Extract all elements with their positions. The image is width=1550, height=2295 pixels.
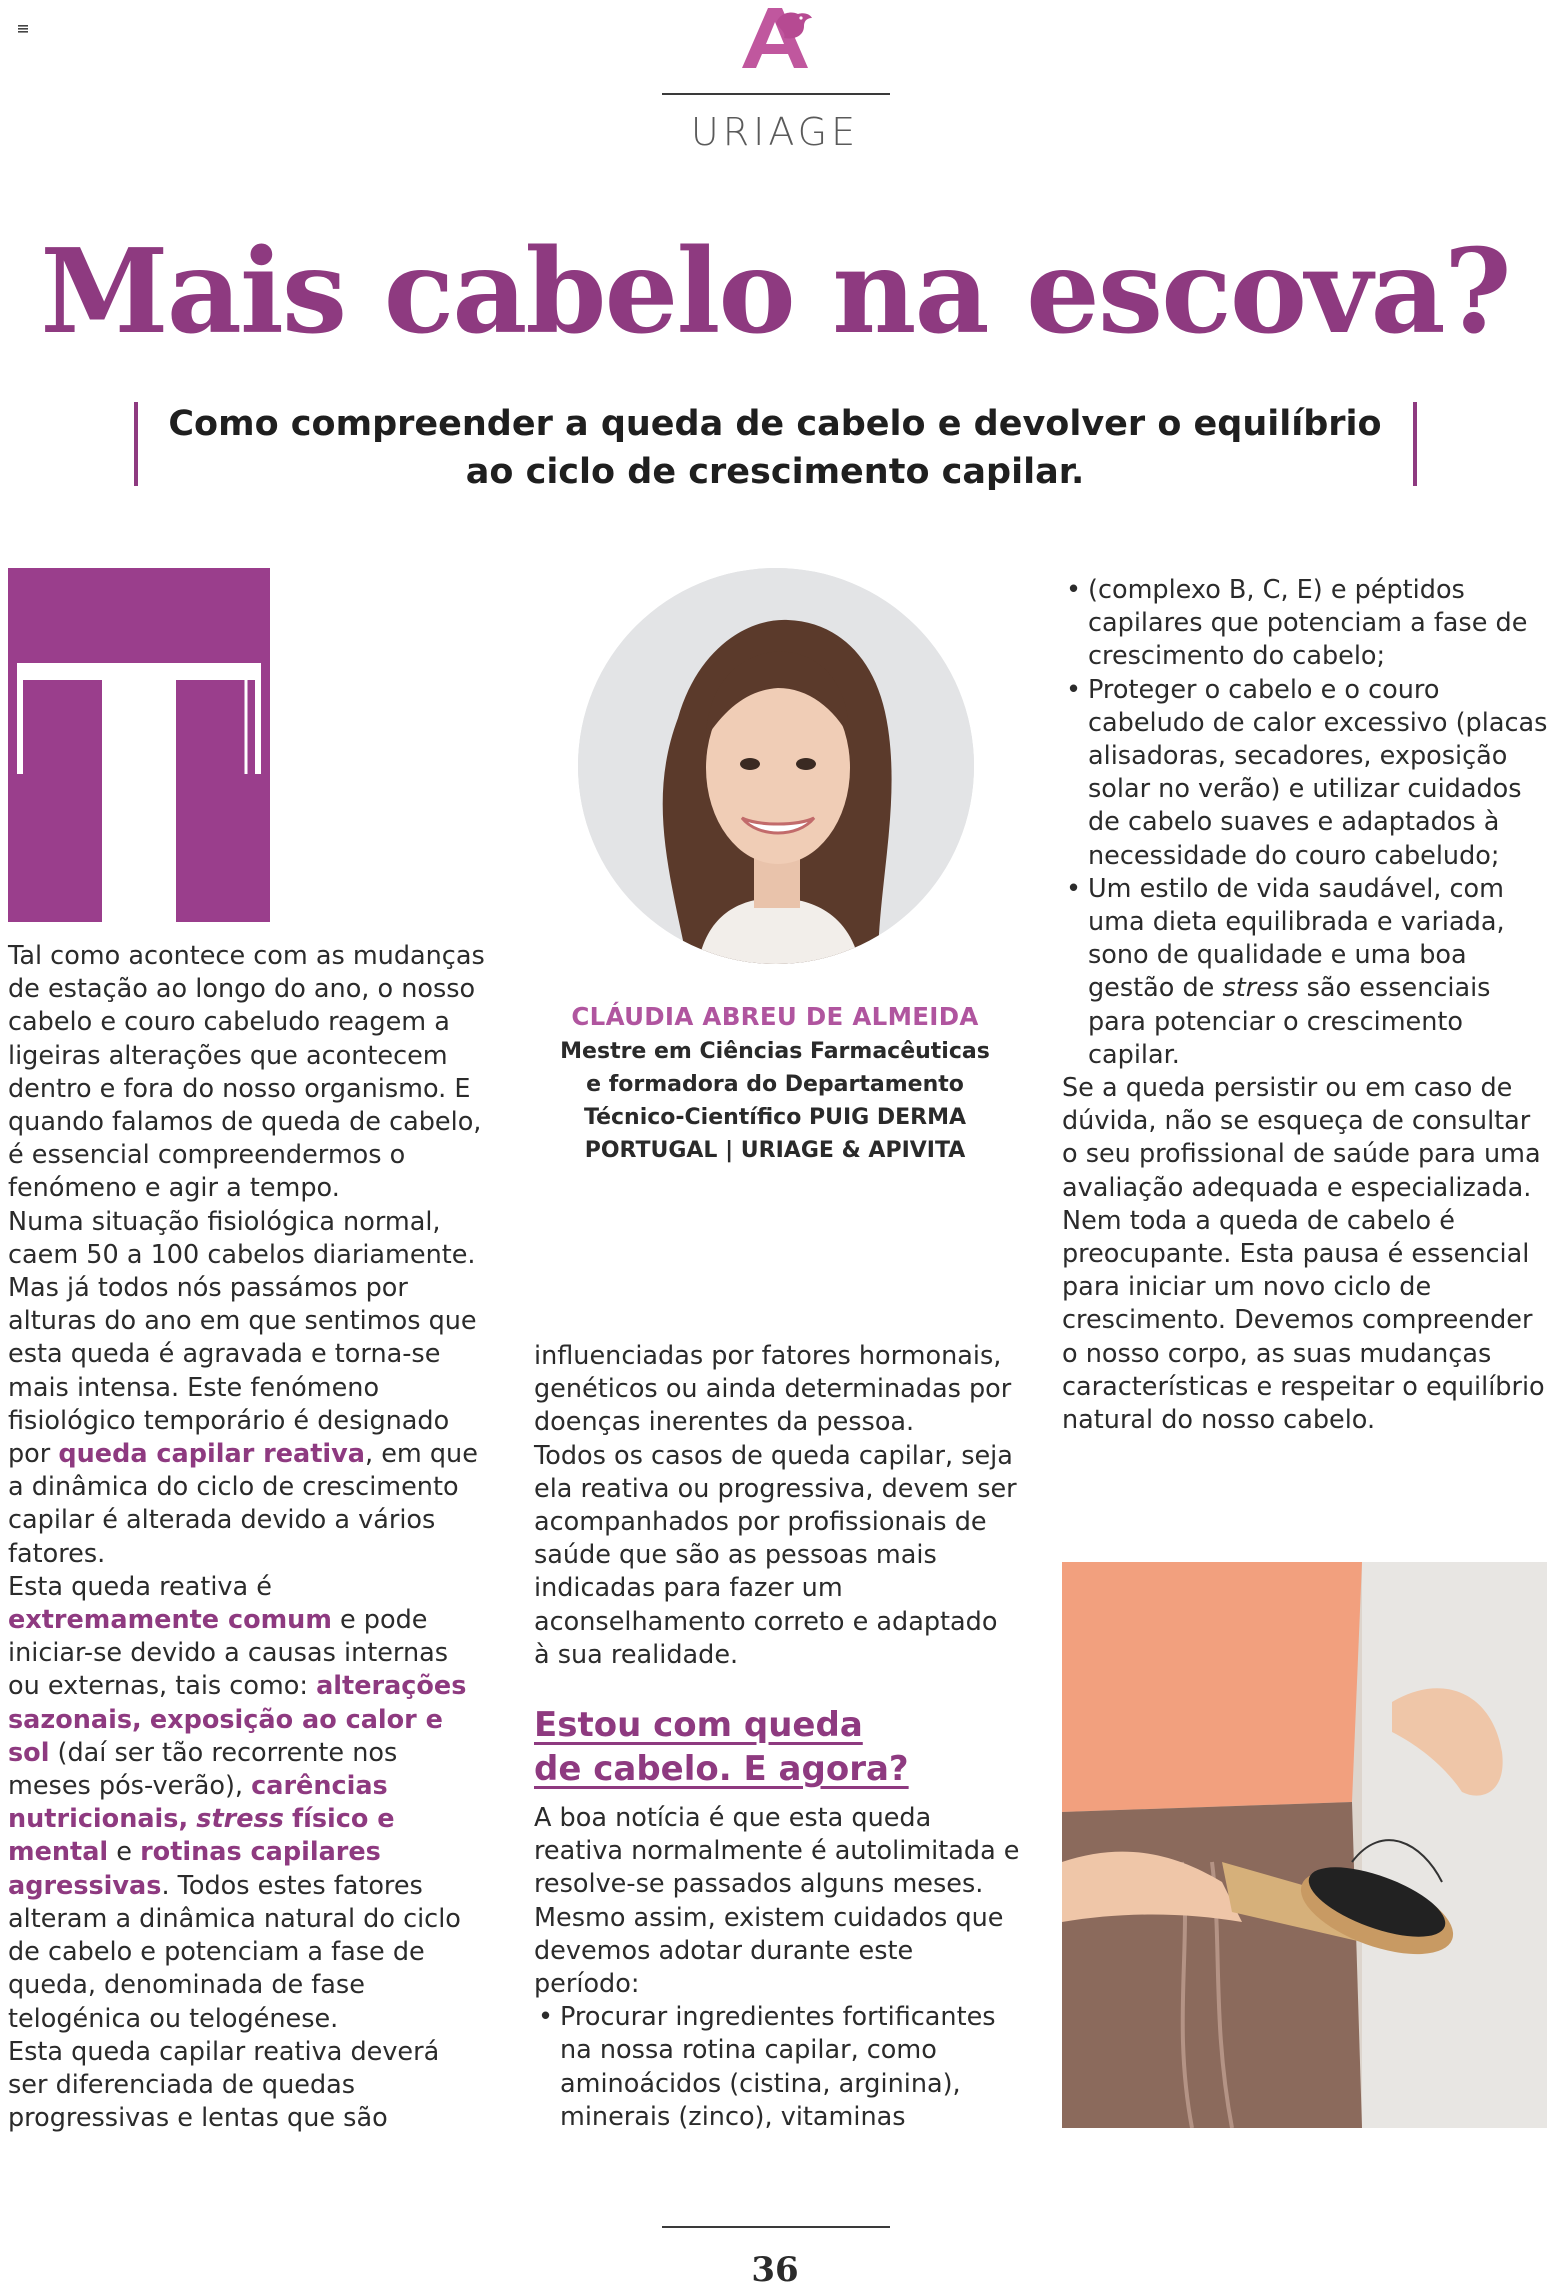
col3-bullet-list <box>1062 574 1550 1072</box>
col3-paragraph-1: Se a queda persistir ou em caso de dúvida, não se esqueça de consultar o seu profissional de saúde para uma avaliação adequada e especializada. <box>1062 1073 1541 1203</box>
highlight-fisico-mental: físico e mental <box>8 1804 395 1868</box>
page-title: Mais cabelo na escova? <box>40 224 1510 360</box>
bullet-item-3 <box>1062 873 1550 1072</box>
auchan-bird-logo <box>738 4 818 70</box>
header-rule <box>662 93 890 95</box>
author-role-line-4: PORTUGAL | URIAGE & APIVITA <box>584 1138 966 1163</box>
highlight-stress: stress <box>196 1804 284 1835</box>
author-role-line-2: e formadora do Departamento <box>586 1072 964 1097</box>
menu-icon[interactable] <box>18 18 28 26</box>
subtitle-line-1: Como compreender a queda de cabelo e devolver o equilíbrio <box>168 404 1382 444</box>
col2-bullet-list <box>534 2001 1020 2134</box>
bullet-item-1-continued <box>1062 574 1550 674</box>
highlight-alteracoes-sazonais: alterações sazonais <box>8 1671 467 1735</box>
col1-paragraph-3 <box>8 1571 486 2036</box>
col1-p3-d: (daí ser tão recorrente nos meses pós-verão), <box>8 1737 398 1802</box>
highlight-rotinas-capilares: rotinas capilares agressivas <box>8 1837 381 1901</box>
col1-p3-g: . Todos estes fatores alteram a dinâmica natural do ciclo de cabelo e potenciam a fase de queda, denominada de fase telogénica ou telogénese. <box>8 1870 461 2034</box>
highlight-carencias-nutricionais: carências nutricionais <box>8 1771 388 1835</box>
author-role-line-1: Mestre em Ciências Farmacêuticas <box>560 1039 990 1064</box>
author-photo <box>578 568 974 964</box>
dropcap-letter-t <box>8 568 270 922</box>
col2-paragraph-3: A boa notícia é que esta queda reativa normalmente é autolimitada e resolve-se passados alguns meses. Mesmo assim, existem cuidados que devemos adotar durante este período: <box>534 1803 1020 2000</box>
subtitle-right-bar <box>1413 402 1417 486</box>
highlight-queda-capilar-reativa: queda capilar reativa <box>58 1439 365 1470</box>
footer-rule <box>662 2226 890 2228</box>
subtitle <box>160 400 1390 496</box>
column-1 <box>8 940 486 2135</box>
page-number: 36 <box>751 2250 799 2290</box>
col1-paragraph-1: Tal como acontece com as mudanças de estação ao longo do ano, o nosso cabelo e couro cabeludo reagem a ligeiras alterações que acontecem dentro e fora do nosso organismo. E quando falamos de queda de cabelo, é essencial compreendermos o fenómeno e agir a tempo. <box>8 941 485 1204</box>
col1-p3-f: e <box>116 1837 132 1868</box>
col1-p3-e: , <box>178 1804 189 1835</box>
bullet-3-text-a: Um estilo de vida saudável, com uma dieta equilibrada e variada, sono de qualidade e uma boa gestão de <box>1088 873 1505 1004</box>
brand-name: URIAGE <box>690 110 860 154</box>
author-role-line-3: Técnico-Científico PUIG DERMA <box>583 1105 967 1130</box>
subtitle-left-bar <box>134 402 138 486</box>
highlight-extremamente-comum: extremamente comum <box>8 1605 332 1636</box>
col3-paragraph-2: Nem toda a queda de cabelo é preocupante. Esta pausa é essencial para iniciar um novo ciclo de crescimento. Devemos compreender o nosso corpo, as suas mudanças características e respeitar o equilíbrio natural do nosso cabelo. <box>1062 1205 1545 1436</box>
col1-paragraph-4: Esta queda capilar reativa deverá ser diferenciada de quedas progressivas e lentas que são <box>8 2036 440 2134</box>
author-name: CLÁUDIA ABREU DE ALMEIDA <box>571 1002 979 1031</box>
author-role <box>520 1035 1030 1167</box>
section-heading-line-1: Estou com queda <box>534 1705 863 1745</box>
col1-p2-text: Numa situação fisiológica normal, caem 50 a 100 cabelos diariamente. Mas já todos nós passámos por alturas do ano em que sentimos que esta queda é agravada e torna-se mais intensa. Este fenómeno fisiológico temporário é designado por <box>8 1206 477 1470</box>
hairbrush-photo <box>1062 1562 1547 2128</box>
col1-p3-a: Esta queda reativa é <box>8 1571 272 1602</box>
column-3 <box>1062 574 1550 1437</box>
bullet-item-1: • Procurar ingredientes fortificantes na nossa rotina capilar, como aminoácidos (cistina, arginina), minerais (zinco), vitaminas <box>534 2001 1020 2134</box>
column-2 <box>534 1340 1020 1672</box>
col1-paragraph-2 <box>8 1206 486 1571</box>
col2-paragraph-2: Todos os casos de queda capilar, seja ela reativa ou progressiva, devem ser acompanhados por profissionais de saúde que são as pessoas mais indicadas para fazer um aconselhamento correto e adaptado à sua realidade. <box>534 1440 1017 1670</box>
column-2-lower <box>534 1802 1020 2134</box>
bullet-3-text-b: são essenciais para potenciar o crescimento capilar. <box>1088 973 1491 1070</box>
col2-paragraph-1: influenciadas por fatores hormonais, genéticos ou ainda determinadas por doenças inerentes da pessoa. <box>534 1341 1012 1438</box>
section-heading <box>534 1703 909 1791</box>
section-heading-line-2: de cabelo. E agora? <box>534 1749 909 1789</box>
bullet-item-2: • Proteger o cabelo e o couro cabeludo de calor excessivo (placas alisadoras, secadores, exposição solar no verão) e utilizar cuidados de cabelo suaves e adaptados à necessidade do couro cabeludo; <box>1062 674 1550 873</box>
col1-p2-end: , em que a dinâmica do ciclo de crescimento capilar é alterada devido a vários fatores. <box>8 1439 478 1569</box>
col1-p3-b: e pode iniciar-se devido a causas internas ou externas, tais como: <box>8 1605 449 1702</box>
highlight-exposicao-calor-sol: exposição ao calor e sol <box>8 1704 443 1768</box>
subtitle-line-2: ao ciclo de crescimento capilar. <box>465 452 1085 492</box>
col1-p3-c: , <box>132 1704 142 1735</box>
bullet-3-stress: stress <box>1222 973 1299 1004</box>
bullet-1-cont-text: (complexo B, C, E) e péptidos capilares que potenciam a fase de crescimento do cabelo; <box>1088 575 1528 672</box>
